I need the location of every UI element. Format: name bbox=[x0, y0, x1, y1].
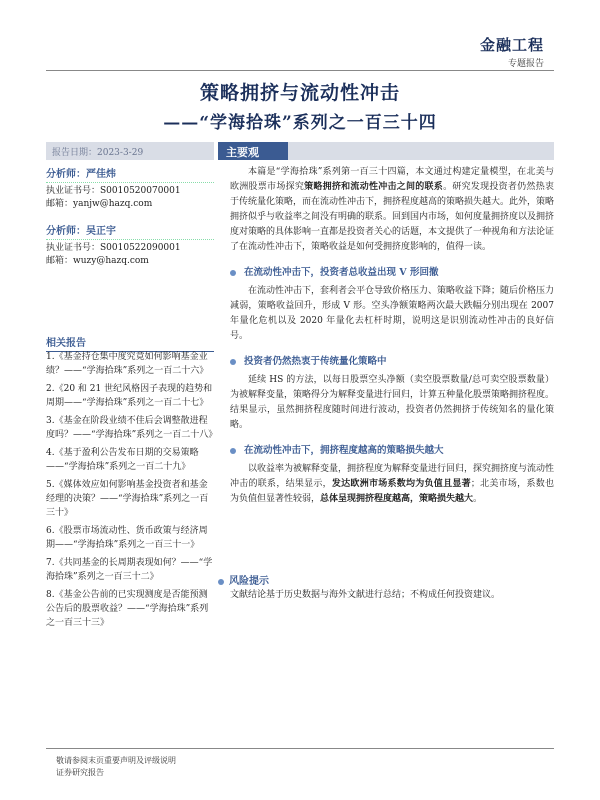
section-heading bbox=[230, 443, 554, 458]
section-text bbox=[230, 462, 554, 507]
analyst-cert: 执业证书号：S0010522090001 bbox=[46, 243, 181, 253]
section-highlight: 总体呈现拥挤程度越高，策略损失越大 bbox=[320, 494, 474, 504]
analyst-name: 分析师：吴正宇 bbox=[46, 225, 214, 240]
footer-report-type: 证券研究报告 bbox=[56, 768, 104, 777]
analyst-name: 分析师：严佳炜 bbox=[46, 168, 214, 183]
analyst-card bbox=[46, 168, 214, 211]
analyst-card bbox=[46, 225, 214, 268]
related-reports-list bbox=[46, 350, 218, 634]
intro-text-rest: 。研究发现投资者仍然热衷于传统量化策略，而在流动性冲击下，拥挤程度越高的策略损失越大。此外，策略拥挤似乎与收益率之间没有明确的联系。回到国内市场，如何度量拥挤度以及拥挤度对策略的具体影响一直都是投资者关心的话题，本文提供了一种视角和方法论证了在流动性冲击下，策略收益是如何受拥挤度影响的，值得一读。 bbox=[230, 182, 555, 252]
analyst-panel bbox=[46, 168, 214, 282]
section-heading bbox=[230, 354, 554, 369]
brand-name: 金融工程 bbox=[479, 36, 544, 54]
section-heading-text: 在流动性冲击下，拥挤程度越高的策略损失越大 bbox=[244, 445, 444, 456]
bullet-dot-icon bbox=[230, 270, 236, 276]
analyst-email[interactable]: 邮箱：yanjw@hazq.com bbox=[46, 199, 153, 209]
related-report-item[interactable]: 2.《20 和 21 世纪风格因子表现的趋势和周期——“学海拾珠”系列之一百二十七》 bbox=[46, 384, 213, 408]
bullet-dot-icon bbox=[230, 448, 236, 454]
analyst-cert: 执业证书号：S0010520070001 bbox=[46, 186, 181, 196]
related-report-item[interactable]: 8.《基金公告前的已实现测度是否能预测公告后的股票收益？——“学海拾珠”系列之一百三十三》 bbox=[46, 590, 209, 628]
section-highlight: 发达欧洲市场系数均为负值且显著 bbox=[331, 479, 471, 489]
footer-disclaimer[interactable]: 敬请参阅末页重要声明及评级说明 bbox=[56, 756, 176, 765]
related-report-item[interactable]: 4.《基于盈利公告发布日期的交易策略——“学海拾珠”系列之一百二十九》 bbox=[46, 448, 199, 472]
analyst-email[interactable]: 邮箱：wuzy@hazq.com bbox=[46, 256, 149, 266]
footer bbox=[56, 755, 176, 779]
related-report-item[interactable]: 1.《基金持仓集中度究竟如何影响基金业绩？——“学海拾珠”系列之一百二十六》 bbox=[46, 352, 209, 376]
intro-paragraph bbox=[230, 165, 554, 255]
risk-text: 文献结论基于历史数据与海外文献进行总结；不构成任何投资建议。 bbox=[230, 590, 501, 600]
related-report-item[interactable]: 7.《共同基金的长周期表现如何？——“学海拾珠”系列之一百三十二》 bbox=[46, 558, 213, 582]
bullet-dot-icon bbox=[230, 359, 236, 365]
page-title: 策略拥挤与流动性冲击 bbox=[199, 82, 400, 104]
section-text-part: 。 bbox=[473, 494, 483, 504]
related-report-item[interactable]: 3.《基金在阶段业绩不佳后会调整散进程度吗？——“学海拾珠”系列之一百二十八》 bbox=[46, 416, 218, 440]
report-date: 报告日期：2023-3-29 bbox=[46, 142, 214, 160]
page-subtitle: ——“学海拾珠”系列之一百三十四 bbox=[163, 113, 437, 133]
section-heading-text: 投资者仍然热衷于传统量化策略中 bbox=[244, 356, 387, 367]
points-label: 主要观点： bbox=[218, 142, 288, 160]
points-bar bbox=[218, 142, 554, 175]
related-reports-title: 相关报告 bbox=[46, 334, 214, 352]
header-divider bbox=[46, 70, 554, 71]
section-heading-text: 在流动性冲击下，投资者总收益出现 V 形回撤 bbox=[244, 267, 439, 278]
related-report-item[interactable]: 6.《股票市场流动性、货币政策与经济周期——“学海拾珠”系列之一百三十一》 bbox=[46, 526, 208, 550]
risk-heading-text: 风险提示 bbox=[229, 576, 269, 587]
bullet-dot-icon bbox=[218, 579, 224, 585]
section-text-part: 以收益率为被解释变量，拥挤程度为解释变量进行回归，探究拥挤度与流动性冲击的联系，结果显示， bbox=[230, 464, 555, 489]
section-text: 延续 HS 的方法，以每日股票空头净额（卖空股票数量/总可卖空股票数量）为被解释变量，策略得分为解释变量进行回归，计算五种量化股票策略拥挤程度。结果显示，虽然拥挤程度随时间进行波动，投资者仍然拥挤于传统知名的量化策略。 bbox=[230, 375, 555, 430]
related-report-item[interactable]: 5.《媒体效应如何影响基金投资者和基金经理的决策？——“学海拾珠”系列之一百三十》 bbox=[46, 480, 209, 518]
risk-heading bbox=[218, 572, 269, 587]
main-points bbox=[230, 165, 554, 517]
section-text-part: ；北美市场，系数也为负值但显著性较弱， bbox=[230, 479, 554, 504]
report-type: 专题报告 bbox=[507, 59, 544, 69]
footer-divider bbox=[46, 748, 554, 749]
intro-text: 本篇是“学海拾珠”系列第一百三十四篇，本文通过构建定量模型，在北美与欧洲股票市场探究 bbox=[230, 167, 554, 192]
intro-highlight: 策略拥挤和流动性冲击之间的联系 bbox=[304, 182, 444, 192]
section-text: 在流动性冲击下，套利者会平仓导致价格压力、策略收益下降；随后价格压力减弱，策略收益回升，形成 V 形。空头净额策略两次最大跌幅分别出现在 2007 年量化危机以及 2020 年量化去杠杆时期，说明这是识别流动性冲击的良好信号。 bbox=[230, 286, 555, 341]
section-heading bbox=[230, 265, 554, 280]
